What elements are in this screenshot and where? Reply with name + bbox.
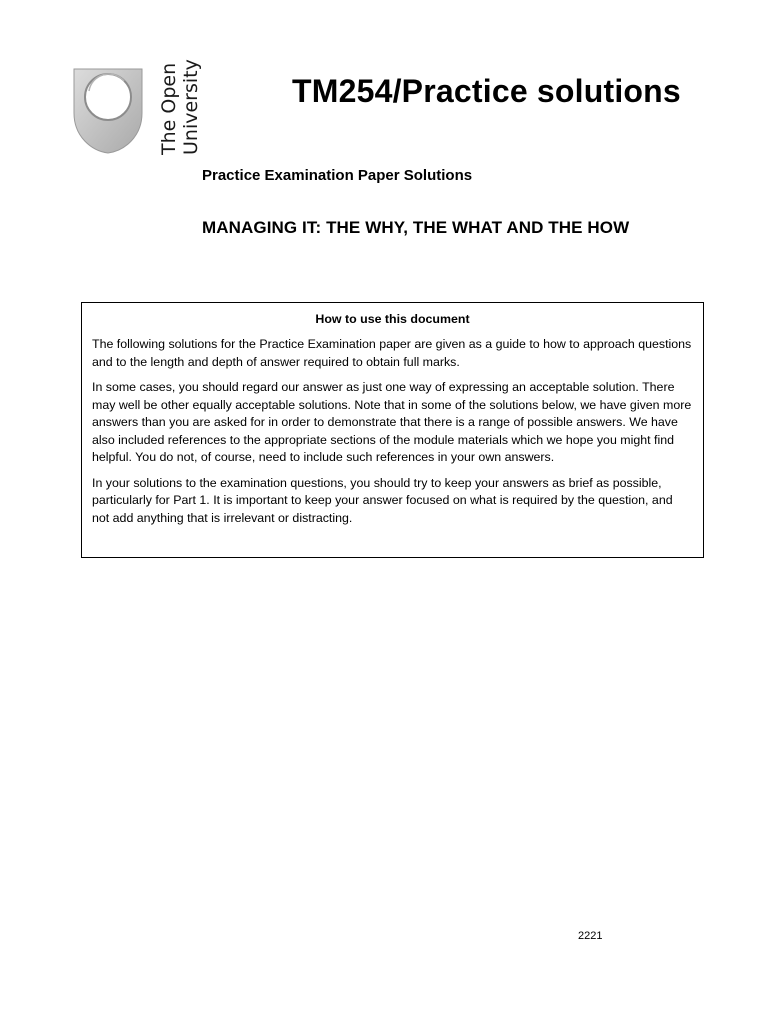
page-title: TM254/Practice solutions (292, 73, 681, 109)
page-subtitle: Practice Examination Paper Solutions (202, 167, 473, 184)
page-code: 2221 (578, 930, 603, 942)
info-paragraph-2: In some cases, you should regard our answer as just one way of expressing an acceptable solution. There may well be other equally acceptable solutions. Note that in some of the solutions below, we have given more answers than you are asked for in order to demonstrate that there is a range of possible answers. We have also included references to the appropriate sections of the module materials which we hope you might find helpful. You do not, of course, need to include such references in your own answers. (92, 380, 692, 464)
how-to-use-heading: How to use this document (315, 312, 470, 326)
logo-wordmark (158, 59, 206, 155)
logo-line-2: University (180, 59, 202, 155)
open-university-logo (72, 59, 207, 157)
info-paragraph-1: The following solutions for the Practice Examination paper are given as a guide to how to approach questions and to the length and depth of answer required to obtain full marks. (92, 337, 692, 369)
how-to-use-box (81, 302, 704, 558)
module-title: MANAGING IT: THE WHY, THE WHAT AND THE HOW (202, 218, 630, 237)
shield-logo-icon (72, 67, 152, 155)
logo-line-1: The Open (158, 62, 180, 155)
info-paragraph-3: In your solutions to the examination questions, you should try to keep your answers as brief as possible, particularly for Part 1. It is important to keep your answer focused on what is required by the question, and not add anything that is irrelevant or distracting. (92, 475, 673, 525)
